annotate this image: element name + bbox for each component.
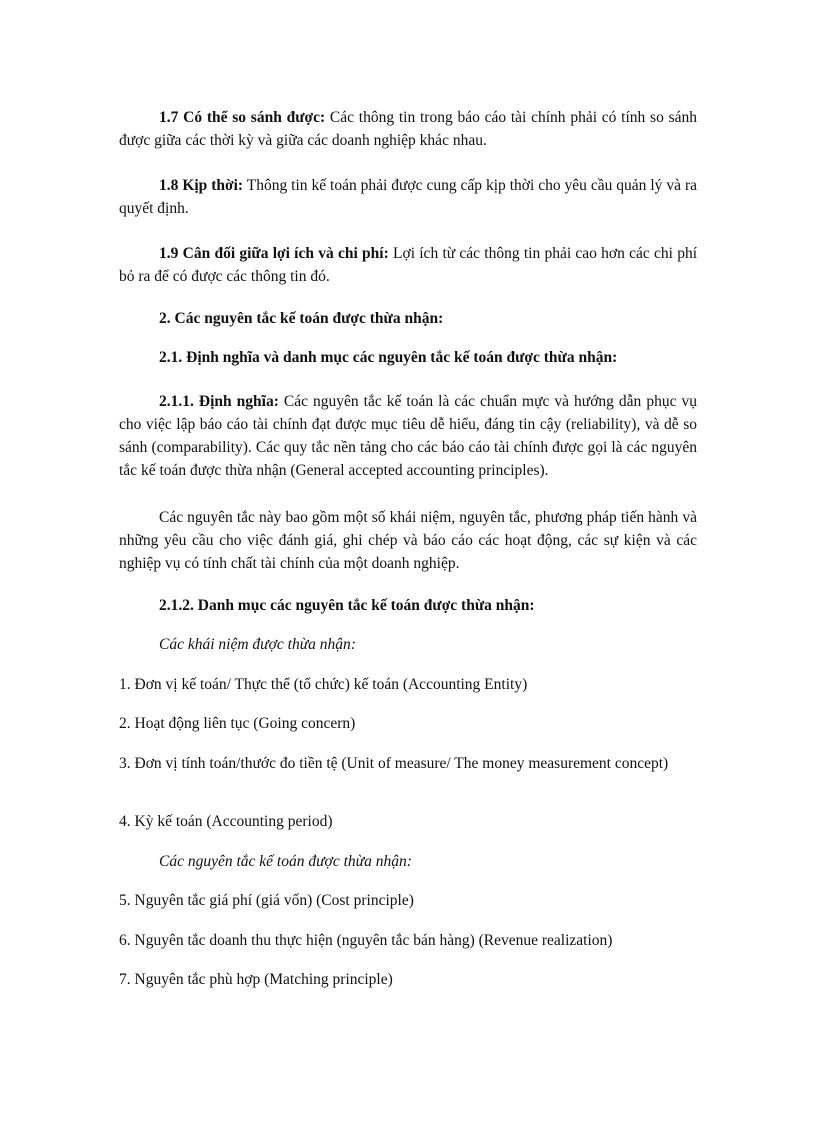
heading-1-9: 1.9 Cân đối giữa lợi ích và chi phí: — [159, 245, 389, 262]
list-item-3: 3. Đơn vị tính toán/thước đo tiền tệ (Unit of measure/ The money measurement concept) — [119, 755, 669, 772]
heading-2-1-text: 2.1. Định nghĩa và danh mục các nguyên tắc kế toán được thừa nhận: — [159, 349, 618, 366]
paragraph-1-8 — [119, 174, 697, 220]
heading-2-1 — [119, 346, 737, 369]
body-1-9: Lợi ích từ các thông tin phải cao hơn các chi phí bỏ ra để có được các thông tin đó. — [119, 245, 698, 285]
list-item-1: 1. Đơn vị kế toán/ Thực thể (tổ chức) kế toán (Accounting Entity) — [119, 676, 528, 693]
heading-1-8: 1.8 Kịp thời: — [159, 177, 244, 194]
heading-1-7: 1.7 Có thể so sánh được: — [159, 109, 326, 126]
concepts-label-text: Các khái niệm được thừa nhận: — [159, 636, 356, 653]
principles-label — [119, 850, 737, 873]
concepts-label — [119, 633, 737, 656]
list-item-5: 5. Nguyên tắc giá phí (giá vốn) (Cost principle) — [119, 892, 414, 909]
heading-2-1-2 — [119, 594, 737, 617]
heading-2 — [119, 307, 737, 330]
principles-label-text: Các nguyên tắc kế toán được thừa nhận: — [159, 853, 412, 870]
body-principles: Các nguyên tắc này bao gồm một số khái niệm, nguyên tắc, phương pháp tiến hành và những yêu cầu cho việc đánh giá, ghi chép và báo cáo các hoạt động, các sự kiện và các nghiệp vụ có tính chất tài chính của một doanh nghiệp. — [119, 509, 697, 572]
list-item-6: 6. Nguyên tắc doanh thu thực hiện (nguyên tắc bán hàng) (Revenue realization) — [119, 932, 613, 949]
heading-2-1-1: 2.1.1. Định nghĩa: — [159, 393, 279, 410]
paragraph-1-7 — [119, 106, 697, 152]
paragraph-1-9 — [119, 242, 697, 288]
body-2-1-1: Các nguyên tắc kế toán là các chuẩn mực và hướng dẫn phục vụ cho việc lập báo cáo tài chính đạt được mục tiêu dễ hiểu, đáng tin cậy (reliability), và dễ so sánh (comparability). Các quy tắc nền tảng cho các báo cáo tài chính được gọi là các nguyên tắc kế toán được thừa nhận (General accepted accounting principles). — [119, 393, 697, 479]
paragraph-2-1-1 — [119, 390, 697, 482]
heading-2-1-2-text: 2.1.2. Danh mục các nguyên tắc kế toán được thừa nhận: — [159, 597, 535, 614]
list-item-7: 7. Nguyên tắc phù hợp (Matching principle) — [119, 971, 393, 988]
heading-2-text: 2. Các nguyên tắc kế toán được thừa nhận: — [159, 310, 444, 327]
list-item-4: 4. Kỳ kế toán (Accounting period) — [119, 813, 333, 830]
list-item-2: 2. Hoạt động liên tục (Going concern) — [119, 715, 356, 732]
body-1-8: Thông tin kế toán phải được cung cấp kịp thời cho yêu cầu quản lý và ra quyết định. — [119, 177, 697, 217]
paragraph-principles — [119, 506, 697, 575]
body-1-7: Các thông tin trong báo cáo tài chính phải có tính so sánh được giữa các thời kỳ và giữa các doanh nghiệp khác nhau. — [119, 109, 697, 149]
